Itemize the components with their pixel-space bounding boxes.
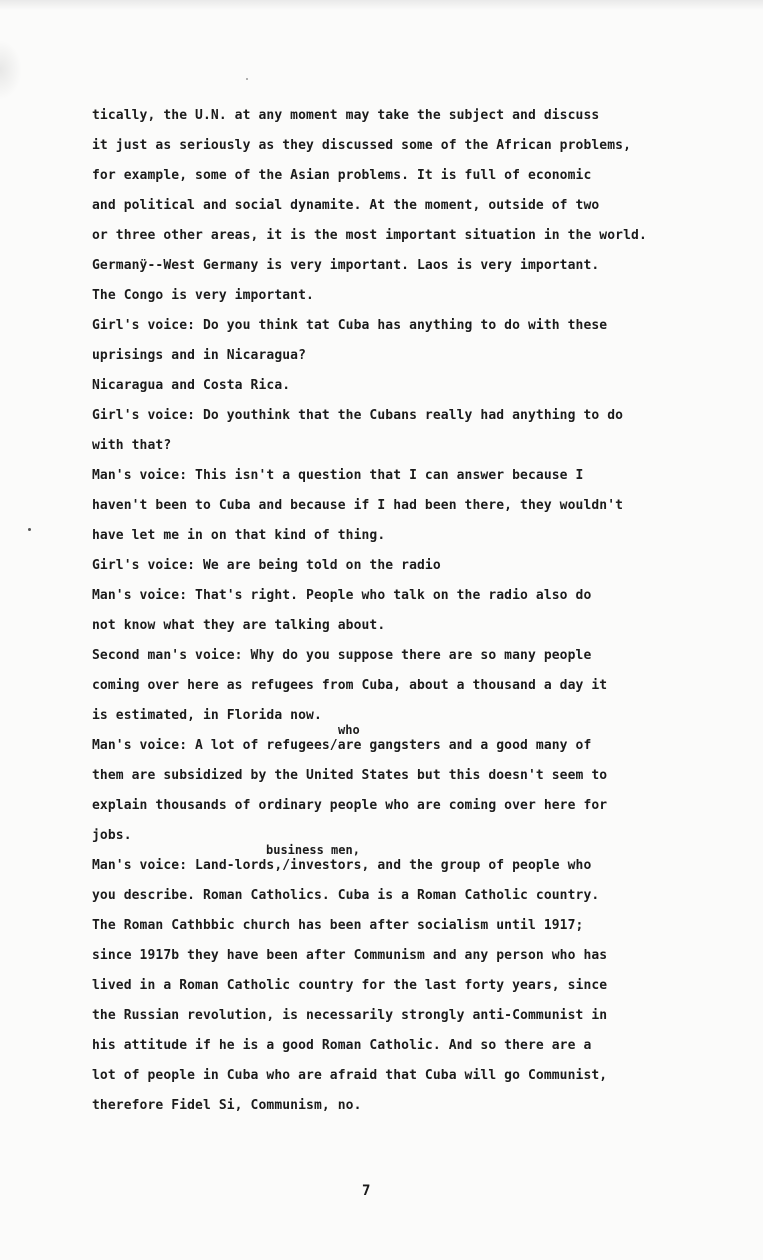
text-line: have let me in on that kind of thing.: [92, 528, 386, 543]
text-line: Germanÿ--West Germany is very important. Laos is very important.: [92, 258, 600, 273]
text-line: Nicaragua and Costa Rica.: [92, 378, 291, 393]
text-line: Man's voice: This isn't a question that I can answer because I: [92, 468, 584, 483]
text-line: or three other areas, it is the most important situation in the world.: [92, 228, 647, 243]
text-line: coming over here as refugees from Cuba, about a thousand a day it: [92, 678, 608, 693]
text-line: not know what they are talking about.: [92, 618, 386, 633]
text-line: Girl's voice: We are being told on the radio: [92, 558, 441, 573]
page-number: 7: [362, 1183, 371, 1199]
text-line: you describe. Roman Catholics. Cuba is a Roman Catholic country.: [92, 888, 600, 903]
text-line: The Congo is very important.: [92, 288, 314, 303]
text-line: for example, some of the Asian problems. It is full of economic: [92, 168, 592, 183]
handwritten-insertion: business men,: [266, 843, 360, 857]
text-line: since 1917b they have been after Communism and any person who has: [92, 948, 608, 963]
text-line: with that?: [92, 438, 172, 453]
text-line: Girl's voice: Do youthink that the Cubans really had anything to do: [92, 408, 624, 423]
text-line: Man's voice: That's right. People who talk on the radio also do: [92, 588, 592, 603]
text-line: Girl's voice: Do you think tat Cuba has anything to do with these: [92, 318, 608, 333]
text-line: The Roman Cathbbic church has been after socialism until 1917;: [92, 918, 584, 933]
text-line: uprisings and in Nicaragua?: [92, 348, 307, 363]
scan-speck: [246, 78, 248, 80]
scan-edge-left: [0, 40, 22, 100]
scan-speck: [28, 528, 31, 531]
text-line: jobs.: [92, 828, 132, 843]
text-line: Man's voice: A lot of refugees/are gangsters and a good many of: [92, 738, 592, 753]
text-line: lot of people in Cuba who are afraid that Cuba will go Communist,: [92, 1068, 608, 1083]
text-line: Man's voice: Land-lords,/investors, and the group of people who: [92, 858, 592, 873]
handwritten-insertion: who: [338, 723, 360, 737]
scan-edge-top: [0, 0, 763, 10]
text-line: Second man's voice: Why do you suppose there are so many people: [92, 648, 592, 663]
text-line: and political and social dynamite. At the moment, outside of two: [92, 198, 600, 213]
text-line: lived in a Roman Catholic country for the last forty years, since: [92, 978, 608, 993]
text-line: tically, the U.N. at any moment may take the subject and discuss: [92, 108, 600, 123]
text-line: it just as seriously as they discussed some of the African problems,: [92, 138, 632, 153]
text-line: the Russian revolution, is necessarily strongly anti-Communist in: [92, 1008, 608, 1023]
text-line: his attitude if he is a good Roman Catholic. And so there are a: [92, 1038, 592, 1053]
text-line: explain thousands of ordinary people who are coming over here for: [92, 798, 608, 813]
text-line: them are subsidized by the United States but this doesn't seem to: [92, 768, 608, 783]
text-line: is estimated, in Florida now.: [92, 708, 322, 723]
text-line: therefore Fidel Si, Communism, no.: [92, 1098, 362, 1113]
text-line: haven't been to Cuba and because if I had been there, they wouldn't: [92, 498, 624, 513]
